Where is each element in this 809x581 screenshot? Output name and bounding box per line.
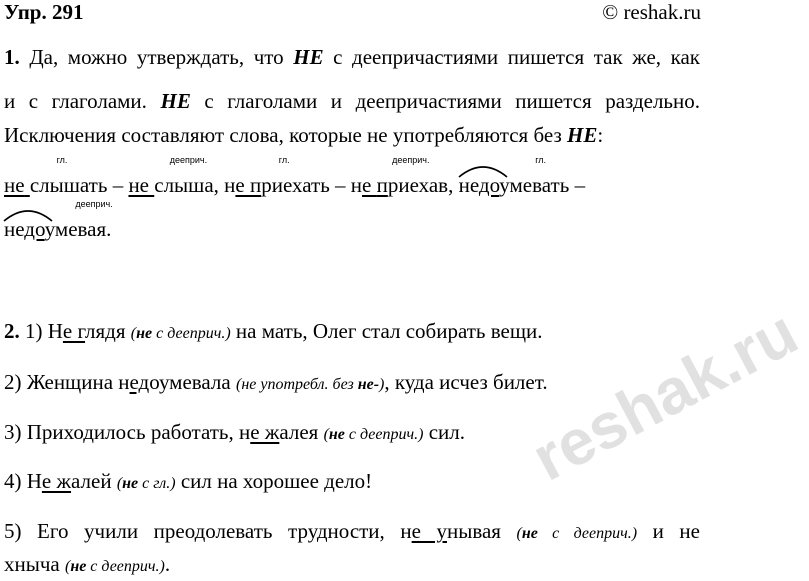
sentence-5 (4, 518, 700, 547)
text: . (106, 217, 112, 241)
text: е ж (41, 469, 72, 493)
text: не (122, 475, 139, 492)
text: риехав (387, 173, 449, 197)
text: оумевала (149, 370, 236, 394)
label-gerund: дееприч. (75, 199, 113, 209)
text: до (478, 173, 500, 197)
label-gerund: дееприч. (169, 155, 208, 165)
examples-line2 (4, 199, 700, 242)
text: и не (637, 519, 700, 543)
part1-number: 1. (4, 45, 20, 69)
text: н (350, 173, 363, 197)
text: 4) Н (4, 469, 42, 493)
example-nedoumevaya (4, 199, 113, 242)
text: умевая (44, 217, 107, 241)
ne-particle: НЕ (567, 123, 598, 147)
examples-line1 (4, 155, 700, 198)
grammar-note (65, 558, 165, 575)
text: не (4, 217, 25, 241)
text: не (128, 173, 149, 197)
label-gerund: дееприч. (392, 155, 430, 165)
text: е (235, 173, 250, 197)
part1-line1 (4, 44, 700, 70)
text: нывая (447, 519, 517, 543)
text: алей (71, 469, 117, 493)
text: ( (516, 525, 522, 542)
text: 3) Приходилось работать, н (4, 420, 251, 444)
text: не (521, 525, 538, 542)
text: – (107, 173, 129, 197)
text: Исключения составляют слова, которые не употребляются без (4, 123, 567, 147)
text: слыша (154, 173, 214, 197)
site-credit[interactable]: © reshak.ru (602, 0, 701, 24)
text: ) (379, 376, 385, 393)
text: не (458, 173, 479, 197)
text: Да, можно утверждать, что (19, 45, 294, 69)
text: не- (357, 376, 380, 393)
text: до (24, 217, 45, 241)
text: на мать, Олег стал собирать вещи. (230, 319, 543, 343)
grammar-note (117, 475, 176, 492)
sentence-1 (4, 318, 700, 347)
exercise-title: Упр. 291 (4, 0, 84, 24)
text: – (329, 173, 351, 197)
text: не (70, 558, 87, 575)
sentence-5-cont (4, 551, 700, 580)
text: ( (323, 426, 329, 443)
text: н (224, 173, 236, 197)
text: не (136, 325, 153, 342)
text: алея (279, 420, 324, 444)
text: 1) Н (19, 319, 63, 343)
text: ( (116, 475, 123, 492)
example-nedoumevat (458, 155, 570, 198)
text: сил на хорошее дело! (175, 469, 373, 493)
ne-particle: НЕ (293, 45, 324, 69)
example-ne-priekhav (350, 155, 449, 198)
text: слышать (29, 173, 108, 197)
part1-line3 (4, 122, 700, 148)
example-ne-slyshat (4, 155, 108, 198)
text: п (376, 173, 388, 197)
text: не (328, 426, 345, 443)
text: 5) Его учили преодолевать трудности, н (4, 519, 412, 543)
grammar-note (131, 325, 231, 342)
text: : (597, 123, 604, 147)
text: е у (411, 519, 447, 543)
text: с гл.) (138, 475, 176, 492)
text: е ж (250, 420, 280, 444)
text: п (249, 173, 262, 197)
text: е (362, 173, 377, 197)
grammar-note (236, 376, 384, 393)
text: . (164, 552, 171, 576)
watermark: reshak.ru (520, 295, 809, 495)
sentence-2 (4, 369, 700, 398)
text: риехать (261, 173, 330, 197)
sentence-3 (4, 419, 700, 448)
text: (не употребл. без (235, 376, 358, 393)
text: хныча (4, 552, 65, 576)
text: ед (129, 370, 150, 394)
text: сил. (423, 420, 465, 444)
text: с дееприч.) (344, 426, 424, 443)
grammar-note (324, 426, 424, 443)
text: , (213, 173, 225, 197)
example-ne-slysha (128, 155, 214, 198)
text: и с глаголами. (4, 89, 161, 113)
ne-particle: НЕ (160, 89, 191, 113)
text: , куда исчез билет. (384, 370, 548, 394)
text: , (448, 173, 459, 197)
part1-line2 (4, 88, 700, 114)
label-verb: гл. (278, 155, 290, 165)
label-verb: гл. (56, 155, 68, 165)
text: ( (130, 325, 137, 342)
text: с дееприч.) (86, 558, 165, 575)
sentence-4 (4, 468, 700, 497)
grammar-note (517, 525, 638, 542)
text: с дееприч.) (152, 325, 231, 342)
text: с деепричастиями пишется так же, как (323, 45, 700, 69)
text: 2) Женщина н (4, 370, 130, 394)
text: с дееприч.) (537, 525, 638, 542)
text: не (4, 173, 25, 197)
label-verb: гл. (535, 155, 547, 165)
text: ( (64, 558, 71, 575)
text: – (569, 173, 586, 197)
text: умевать (499, 173, 570, 197)
text: лядя (85, 319, 131, 343)
text: е г (62, 319, 86, 343)
text: с глаголами и деепричастиями пишется раздельно. (190, 89, 700, 113)
example-ne-priekhat (224, 155, 330, 198)
part2-number: 2. (4, 319, 20, 343)
